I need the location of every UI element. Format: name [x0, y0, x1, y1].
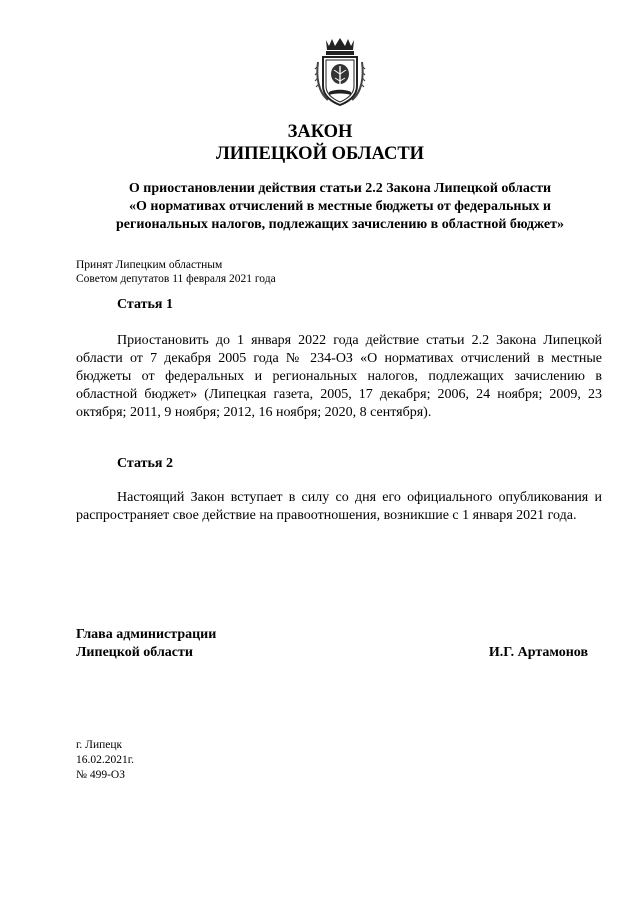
law-subject-line: «О нормативах отчислений в местные бюджеты от федеральных и — [129, 199, 551, 214]
signature-position-line: Глава администрации — [76, 627, 217, 642]
law-subject-line: региональных налогов, подлежащих зачислению в областной бюджет» — [116, 217, 564, 232]
adoption-line: Принят Липецким областным — [76, 259, 223, 271]
law-title: ЗАКОН — [287, 122, 353, 142]
law-region: ЛИПЕЦКОЙ ОБЛАСТИ — [215, 144, 425, 164]
article-1-text: Приостановить до 1 января 2022 года действие статьи 2.2 Закона Липецкой области от 7 декабря 2005 года № 234-ОЗ «О нормативах отчислений в местные бюджеты от федеральных и региональных налогов, подлежащих зачислению в областной бюджет» (Липецкая газета, 2005, 17 декабря; 2006, 24 ноября; 2009, 23 октября; 2011, 9 ноября; 2012, 16 ноября; 2020, 8 сентября). — [76, 333, 602, 420]
law-subject-line: О приостановлении действия статьи 2.2 Закона Липецкой области — [128, 181, 552, 196]
footer-city: г. Липецк — [76, 739, 123, 751]
adoption-note — [76, 258, 276, 286]
article-2-text: Настоящий Закон вступает в силу со дня его официального опубликования и распространяет свое действие на правоотношения, возникшие с 1 января 2021 года. — [76, 490, 602, 523]
article-1-heading: Статья 1 — [117, 297, 173, 312]
signatory-name: И.Г. Артамонов — [488, 645, 588, 660]
article-2-heading: Статья 2 — [117, 456, 173, 471]
footer-number: № 499-ОЗ — [76, 769, 125, 781]
signature-position — [76, 626, 216, 662]
signature-position-line: Липецкой области — [76, 645, 193, 660]
lipetsk-coat-of-arms-icon — [314, 36, 366, 108]
law-subject — [76, 180, 604, 234]
document-footer — [76, 738, 134, 783]
adoption-line: Советом депутатов 11 февраля 2021 года — [76, 273, 276, 285]
footer-date: 16.02.2021г. — [76, 754, 135, 766]
